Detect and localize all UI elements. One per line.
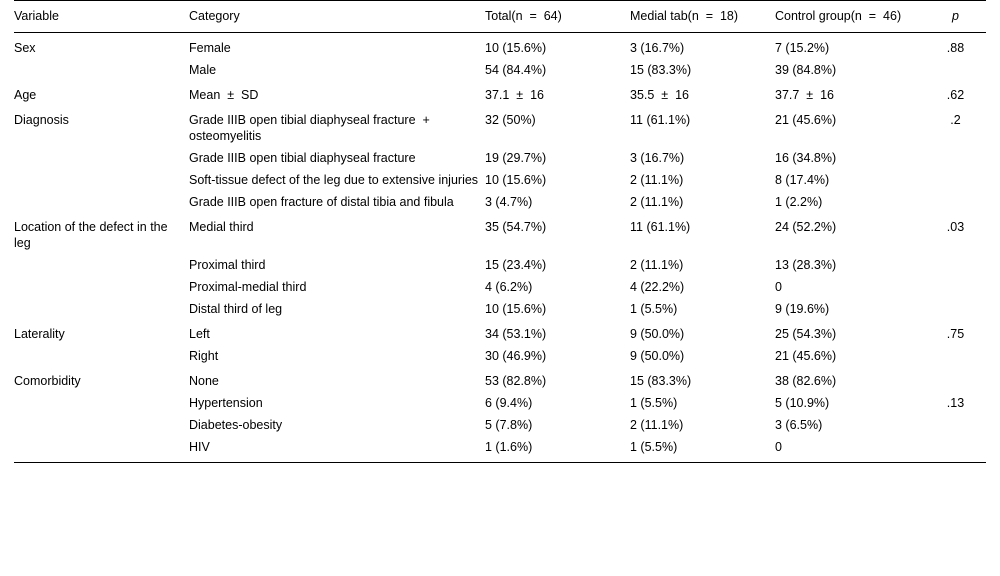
cell-control-group: 38 (82.6%) [775, 374, 837, 388]
table-row [14, 254, 986, 276]
cell-category: Distal third of leg [189, 302, 283, 316]
cell-category: HIV [189, 440, 210, 454]
table-row [14, 276, 986, 298]
cell-total: 53 (82.8%) [485, 374, 547, 388]
cell-medial-tab: 4 (22.2%) [630, 280, 685, 294]
cell-p-value [925, 147, 986, 169]
cell-total: 10 (15.6%) [485, 41, 547, 55]
cell-p-value [925, 436, 986, 462]
cell-category: Hypertension [189, 396, 263, 410]
table-row [14, 169, 986, 191]
cell-medial-tab: 9 (50.0%) [630, 349, 685, 363]
cell-variable: Age [14, 88, 37, 102]
cell-total: 4 (6.2%) [485, 280, 533, 294]
cell-p-value: .88 [946, 41, 965, 55]
cell-category: Mean ± SD [189, 88, 259, 102]
cell-p-value: .13 [946, 396, 965, 410]
cell-category: Grade IIIB open fracture of distal tibia and fibula [189, 195, 454, 209]
cell-control-group: 0 [775, 280, 782, 294]
demographics-table [14, 0, 986, 462]
cell-p-value: .75 [946, 327, 965, 341]
cell-total: 35 (54.7%) [485, 220, 547, 234]
column-header-medial-tab: Medial tab(n = 18) [630, 1, 775, 33]
table-bottom-rule [14, 462, 986, 463]
cell-medial-tab: 15 (83.3%) [630, 374, 692, 388]
cell-total: 32 (50%) [485, 113, 536, 127]
cell-category: Male [189, 63, 217, 77]
column-header-p-value: p [925, 1, 986, 33]
cell-control-group: 25 (54.3%) [775, 327, 837, 341]
cell-variable [14, 392, 189, 414]
cell-medial-tab: 2 (11.1%) [630, 173, 684, 187]
cell-variable: Laterality [14, 327, 65, 341]
cell-total: 30 (46.9%) [485, 349, 547, 363]
table-row [14, 392, 986, 414]
table-row [14, 33, 986, 60]
cell-control-group: 9 (19.6%) [775, 302, 830, 316]
cell-medial-tab: 3 (16.7%) [630, 151, 685, 165]
table-row [14, 106, 986, 147]
cell-total: 10 (15.6%) [485, 173, 547, 187]
cell-p-value [925, 169, 986, 191]
cell-category: Soft-tissue defect of the leg due to extensive injuries [189, 173, 479, 187]
cell-variable [14, 345, 189, 367]
cell-total: 34 (53.1%) [485, 327, 547, 341]
cell-variable [14, 59, 189, 81]
cell-total: 54 (84.4%) [485, 63, 547, 77]
cell-medial-tab: 2 (11.1%) [630, 258, 684, 272]
cell-total: 19 (29.7%) [485, 151, 547, 165]
cell-variable [14, 147, 189, 169]
table-row [14, 436, 986, 462]
table-row [14, 367, 986, 392]
cell-category: Female [189, 41, 231, 55]
cell-control-group: 21 (45.6%) [775, 113, 837, 127]
cell-medial-tab: 1 (5.5%) [630, 440, 678, 454]
table-row [14, 81, 986, 106]
cell-total: 37.1 ± 16 [485, 88, 544, 102]
cell-total: 1 (1.6%) [485, 440, 533, 454]
cell-variable [14, 191, 189, 213]
cell-category: Medial third [189, 220, 254, 234]
cell-variable [14, 298, 189, 320]
cell-medial-tab: 9 (50.0%) [630, 327, 685, 341]
table-row [14, 320, 986, 345]
cell-p-value [925, 191, 986, 213]
cell-total: 10 (15.6%) [485, 302, 547, 316]
cell-p-value: .2 [950, 113, 961, 127]
table-row [14, 191, 986, 213]
table-row [14, 213, 986, 254]
cell-medial-tab: 11 (61.1%) [630, 220, 691, 234]
cell-control-group: 37.7 ± 16 [775, 88, 834, 102]
cell-variable: Comorbidity [14, 374, 81, 388]
column-header-category: Category [189, 1, 485, 33]
cell-control-group: 3 (6.5%) [775, 418, 823, 432]
cell-medial-tab: 35.5 ± 16 [630, 88, 689, 102]
table-row [14, 147, 986, 169]
cell-p-value: .62 [946, 88, 965, 102]
cell-total: 5 (7.8%) [485, 418, 533, 432]
cell-total: 6 (9.4%) [485, 396, 533, 410]
cell-control-group: 16 (34.8%) [775, 151, 837, 165]
table-row [14, 414, 986, 436]
cell-category: Proximal-medial third [189, 280, 307, 294]
cell-medial-tab: 3 (16.7%) [630, 41, 685, 55]
column-header-total: Total(n = 64) [485, 1, 630, 33]
cell-p-value [925, 59, 986, 81]
cell-variable [14, 414, 189, 436]
column-header-control-group: Control group(n = 46) [775, 1, 925, 33]
cell-medial-tab: 15 (83.3%) [630, 63, 692, 77]
cell-p-value [925, 298, 986, 320]
cell-category: Grade IIIB open tibial diaphyseal fracture + osteomyelitis [189, 113, 437, 143]
cell-control-group: 39 (84.8%) [775, 63, 837, 77]
cell-total: 15 (23.4%) [485, 258, 547, 272]
table-header [14, 1, 986, 33]
cell-variable [14, 436, 189, 462]
cell-variable: Sex [14, 41, 36, 55]
column-header-variable: Variable [14, 1, 189, 33]
cell-variable [14, 254, 189, 276]
cell-category: None [189, 374, 219, 388]
cell-p-value [925, 345, 986, 367]
cell-p-value: .03 [946, 220, 965, 234]
cell-medial-tab: 2 (11.1%) [630, 195, 684, 209]
cell-control-group: 21 (45.6%) [775, 349, 837, 363]
cell-control-group: 13 (28.3%) [775, 258, 837, 272]
cell-medial-tab: 1 (5.5%) [630, 396, 678, 410]
table-row [14, 59, 986, 81]
cell-control-group: 1 (2.2%) [775, 195, 823, 209]
cell-category: Left [189, 327, 210, 341]
cell-variable: Diagnosis [14, 113, 69, 127]
table-row [14, 345, 986, 367]
table-body [14, 33, 986, 463]
cell-medial-tab: 11 (61.1%) [630, 113, 691, 127]
cell-control-group: 0 [775, 440, 782, 454]
cell-p-value [925, 276, 986, 298]
cell-p-value [925, 254, 986, 276]
cell-medial-tab: 2 (11.1%) [630, 418, 684, 432]
cell-category: Grade IIIB open tibial diaphyseal fracture [189, 151, 416, 165]
table-row [14, 298, 986, 320]
cell-control-group: 24 (52.2%) [775, 220, 837, 234]
cell-category: Proximal third [189, 258, 266, 272]
table-header-row [14, 1, 986, 33]
cell-p-value [925, 414, 986, 436]
cell-variable [14, 276, 189, 298]
cell-medial-tab: 1 (5.5%) [630, 302, 678, 316]
cell-total: 3 (4.7%) [485, 195, 533, 209]
cell-control-group: 5 (10.9%) [775, 396, 830, 410]
cell-variable: Location of the defect in the leg [14, 220, 168, 250]
cell-variable [14, 169, 189, 191]
cell-category: Diabetes-obesity [189, 418, 283, 432]
cell-category: Right [189, 349, 219, 363]
cell-control-group: 7 (15.2%) [775, 41, 830, 55]
cell-control-group: 8 (17.4%) [775, 173, 830, 187]
cell-p-value [925, 367, 986, 392]
